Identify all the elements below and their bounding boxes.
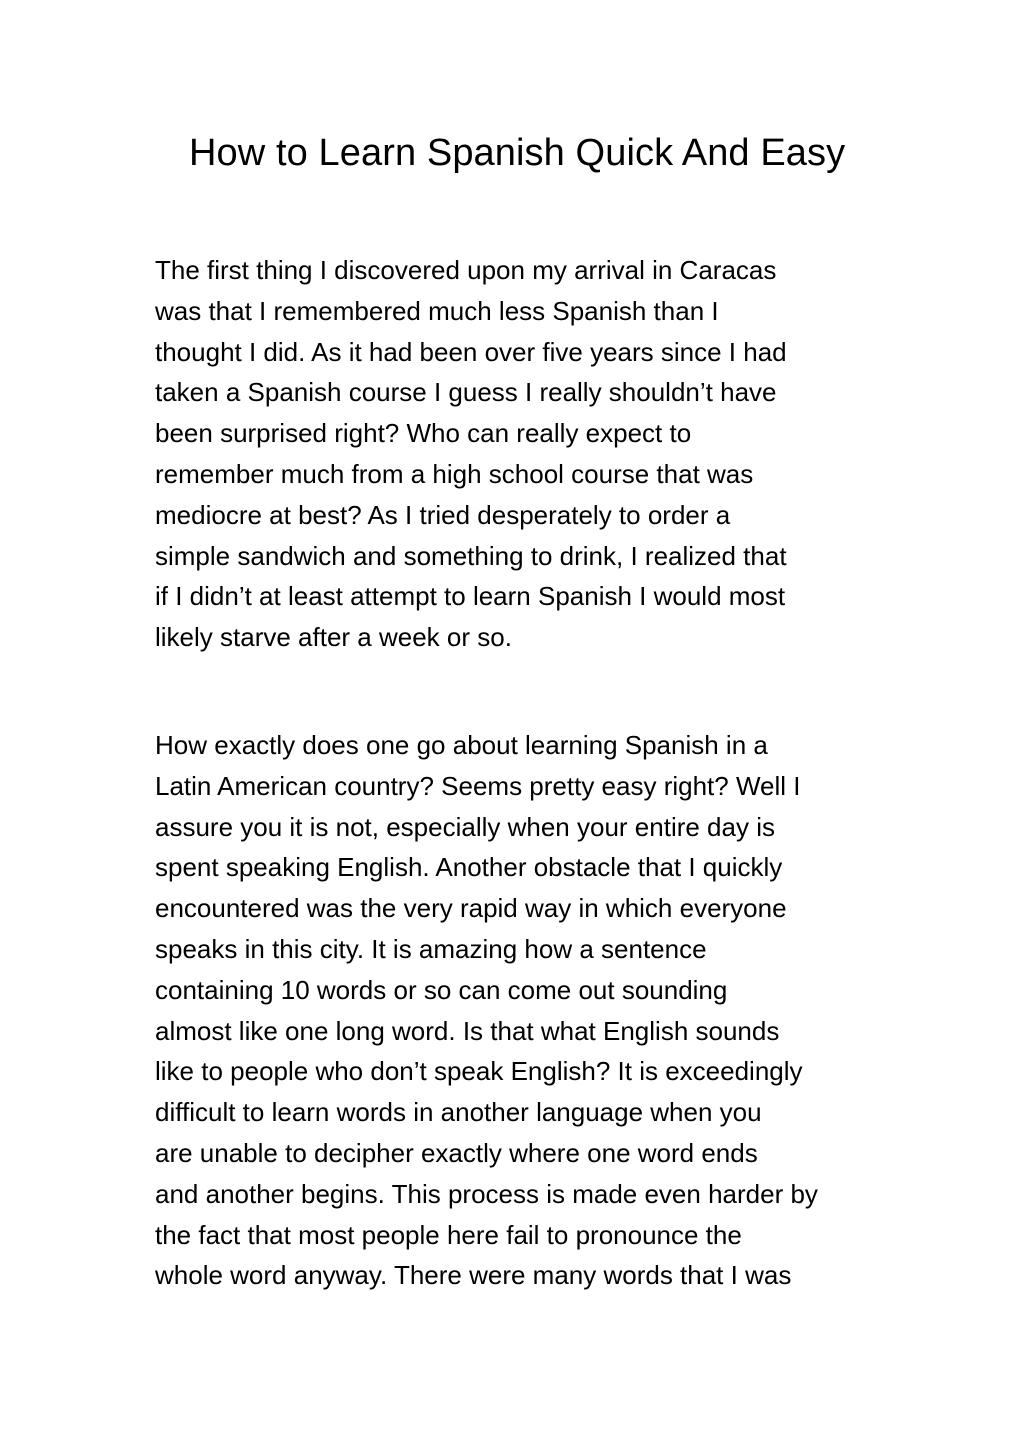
paragraph-line: likely starve after a week or so. [155, 622, 512, 653]
paragraph-line: like to people who don’t speak English? It is exceedingly [155, 1056, 803, 1087]
paragraph-line: assure you it is not, especially when your entire day is [155, 811, 775, 842]
paragraph-2 [155, 725, 895, 1296]
paragraph-line: thought I did. As it had been over five years since I had [155, 336, 787, 367]
paragraph-line: if I didn’t at least attempt to learn Spanish I would most [155, 581, 786, 612]
paragraph-line: was that I remembered much less Spanish than I [155, 295, 719, 326]
paragraph-line: encountered was the very rapid way in which everyone [155, 893, 787, 924]
paragraph-line: remember much from a high school course that was [155, 458, 754, 489]
paragraph-line: and another begins. This process is made even harder by [155, 1178, 818, 1209]
paragraph-line: difficult to learn words in another language when you [155, 1097, 762, 1128]
paragraph-line: Latin American country? Seems pretty easy right? Well I [155, 770, 801, 801]
paragraph-line: whole word anyway. There were many words that I was [155, 1260, 792, 1291]
paragraph-line: spent speaking English. Another obstacle that I quickly [155, 852, 783, 883]
paragraph-line: almost like one long word. Is that what English sounds [155, 1015, 780, 1046]
paragraph-1 [155, 250, 895, 658]
paragraph-line: The first thing I discovered upon my arrival in Caracas [155, 255, 777, 285]
paragraph-line: the fact that most people here fail to pronounce the [155, 1219, 742, 1250]
paragraph-line: simple sandwich and something to drink, I realized that [155, 540, 787, 571]
paragraph-line: taken a Spanish course I guess I really shouldn’t have [155, 377, 777, 408]
paragraph-line: are unable to decipher exactly where one word ends [155, 1137, 758, 1168]
paragraph-line: How exactly does one go about learning Spanish in a [155, 730, 768, 760]
paragraph-line: speaks in this city. It is amazing how a sentence [155, 933, 707, 964]
page-title: How to Learn Spanish Quick And Easy [189, 132, 846, 174]
paragraph-line: mediocre at best? As I tried desperately to order a [155, 499, 731, 530]
paragraph-line: been surprised right? Who can really expect to [155, 418, 692, 449]
paragraph-line: containing 10 words or so can come out sounding [155, 974, 728, 1005]
